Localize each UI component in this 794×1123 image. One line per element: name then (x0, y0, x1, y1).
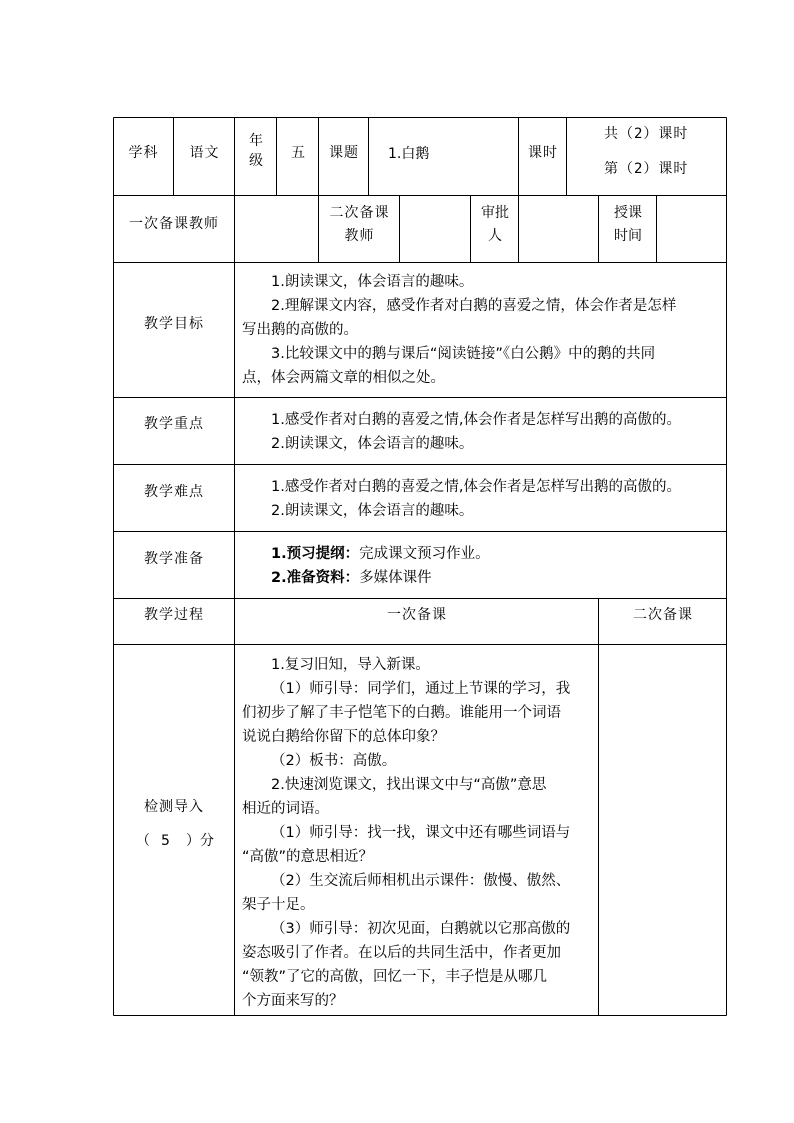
preparation-item-title: 1.预习提纲： (271, 546, 360, 562)
process-label: 教学过程 (144, 607, 204, 623)
minutes-value: 5 (161, 833, 170, 849)
section-line: “领教”了它的高傲，回忆一下，丰子恺是从哪几 (242, 969, 548, 985)
preparation-item-text: 完成课文预习作业。 (359, 546, 490, 562)
section-line: 们初步了解了丰子恺笔下的白鹅。谁能用一个词语 (242, 705, 561, 721)
period-current: 第（2）课时 (604, 161, 689, 177)
preparation-item (271, 567, 432, 590)
section-line: （2）板书：高傲。 (271, 753, 397, 769)
section-label: 检测导入 (144, 799, 204, 815)
teaching-time-line1: 授课 (614, 205, 642, 221)
grade-value: 五 (291, 145, 305, 161)
section-line: 架子十足。 (242, 897, 315, 913)
first-prep-teacher-label: 一次备课教师 (129, 216, 219, 232)
section-line: 个方面来写的？ (242, 993, 344, 1009)
second-prep-line1: 二次备课 (329, 205, 390, 221)
preparation-item-title: 2.准备资料： (271, 570, 360, 586)
goals-label: 教学目标 (144, 316, 204, 332)
section-line: 1.复习旧知，导入新课。 (271, 657, 430, 673)
approver-line2: 人 (488, 228, 502, 244)
second-prep-line2: 教师 (344, 228, 375, 244)
approver-line1: 审批 (481, 205, 509, 221)
second-prep-header: 二次备课 (633, 607, 693, 623)
goal-line: 2.理解课文内容，感受作者对白鹅的喜爱之情，体会作者是怎样 (271, 298, 677, 314)
preparation-label: 教学准备 (144, 551, 204, 567)
second-prep-teacher-label (319, 202, 400, 248)
teaching-time-line2: 时间 (614, 228, 642, 244)
period-total: 共（2）课时 (604, 126, 689, 142)
section-line: 说说白鹅给你留下的总体印象？ (242, 729, 445, 745)
subject-label: 学科 (128, 145, 159, 161)
minutes-close: ）分 (186, 833, 214, 849)
section-line: （3）师引导：初次见面，白鹅就以它那高傲的 (271, 921, 571, 937)
subject-value: 语文 (189, 145, 220, 161)
section-line: 2.快速浏览课文，找出课文中与“高傲”意思 (271, 777, 547, 793)
difficulty-line: 1.感受作者对白鹅的喜爱之情,体会作者是怎样写出鹅的高傲的。 (271, 479, 681, 495)
section-line: 相近的词语。 (242, 801, 329, 817)
lesson-label: 课题 (329, 145, 359, 161)
grade-label-line2: 级 (249, 153, 263, 169)
grade-label (235, 131, 277, 171)
difficulties-label: 教学难点 (144, 484, 204, 500)
section-line: （1）师引导：同学们，通过上节课的学习，我 (271, 681, 571, 697)
first-prep-header: 一次备课 (387, 607, 447, 623)
key-points-label: 教学重点 (144, 416, 204, 432)
goal-line: 1.朗读课文，体会语言的趣味。 (271, 274, 474, 290)
goal-line: 3.比较课文中的鹅与课后“阅读链接”《白公鹅》中的鹅的共同 (271, 346, 656, 362)
section-line: 姿态吸引了作者。在以后的共同生活中，作者更加 (242, 945, 561, 961)
preparation-item-text: 多媒体课件 (359, 570, 432, 586)
grade-label-line1: 年 (249, 133, 263, 149)
lesson-value: 1.白鹅 (388, 146, 430, 162)
preparation-item (271, 543, 490, 566)
key-point-line: 2.朗读课文，体会语言的趣味。 (271, 436, 474, 452)
goal-line: 写出鹅的高傲的。 (242, 322, 358, 338)
goal-line: 点，体会两篇文章的相似之处。 (242, 370, 445, 386)
section-line: （2）生交流后师相机出示课件：傲慢、傲然、 (271, 873, 571, 889)
difficulty-line: 2.朗读课文，体会语言的趣味。 (271, 503, 474, 519)
minutes-open: （ (136, 833, 150, 849)
teaching-time-label (599, 202, 657, 248)
section-line: “高傲”的意思相近？ (242, 849, 374, 865)
key-point-line: 1.感受作者对白鹅的喜爱之情,体会作者是怎样写出鹅的高傲的。 (271, 412, 681, 428)
approver-label (471, 202, 519, 248)
section-line: （1）师引导：找一找，课文中还有哪些词语与 (271, 825, 571, 841)
period-label: 课时 (528, 145, 558, 161)
